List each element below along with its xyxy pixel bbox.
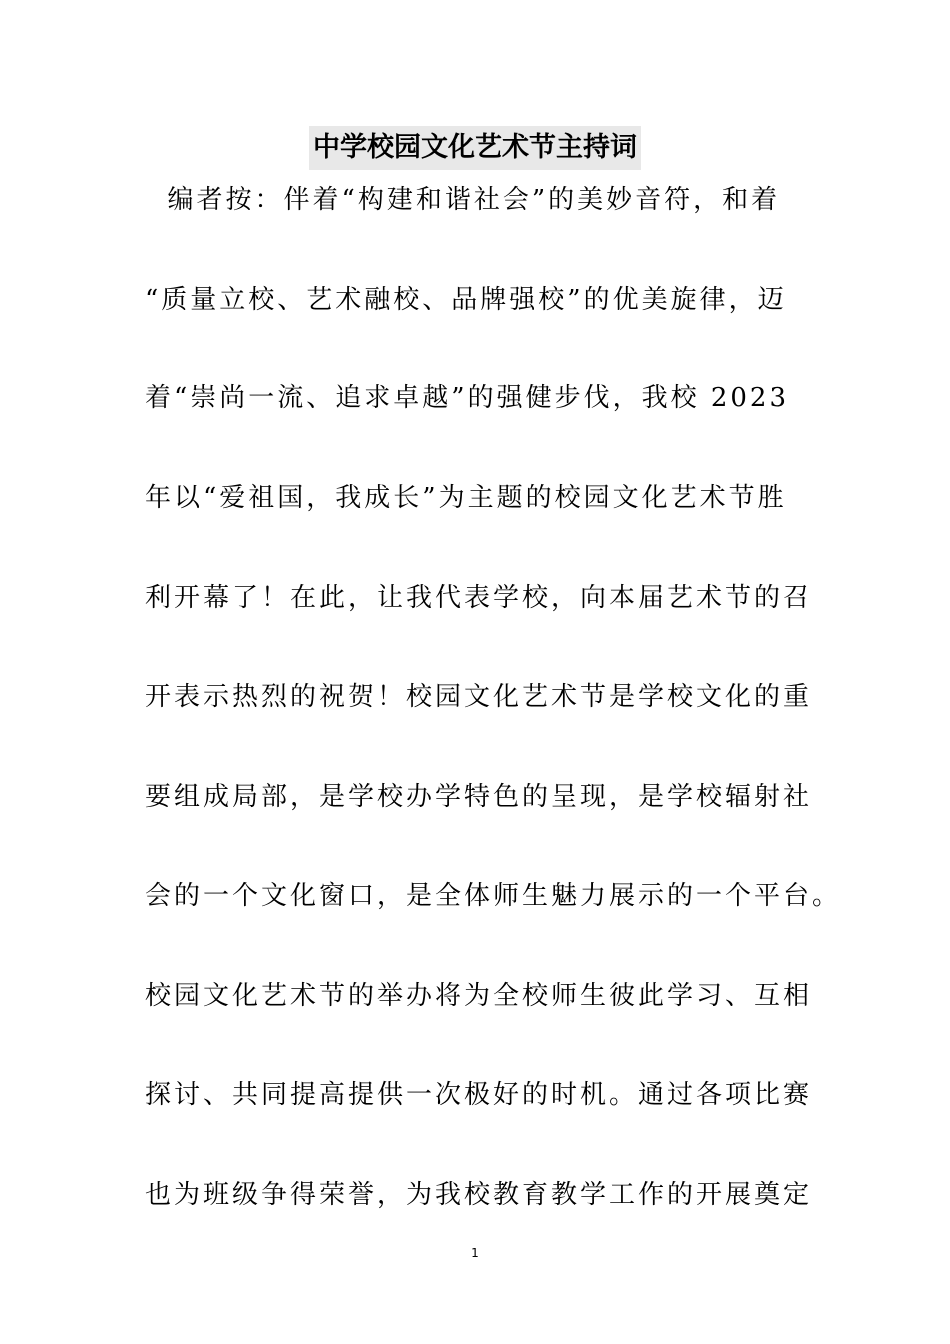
body-line: 年以“爱祖国，我成长”为主题的校园文化艺术节胜 (145, 483, 787, 513)
body-line: 着“崇尚一流、追求卓越”的强健步伐，我校 2023 (145, 383, 790, 413)
body-line: 开表示热烈的祝贺！校园文化艺术节是学校文化的重 (145, 682, 813, 712)
body-line: 利开幕了！在此，让我代表学校，向本届艺术节的召 (145, 583, 813, 613)
document-title-container (0, 126, 950, 173)
body-line: 要组成局部，是学校办学特色的呈现，是学校辐射社 (145, 782, 813, 812)
body-line: 校园文化艺术节的举办将为全校师生彼此学习、互相 (145, 981, 813, 1011)
page-number: 1 (471, 1246, 479, 1260)
body-line: 探讨、共同提高提供一次极好的时机。通过各项比赛 (145, 1080, 813, 1110)
body-line: “质量立校、艺术融校、品牌强校”的优美旋律，迈 (145, 285, 787, 315)
document-title: 中学校园文化艺术节主持词 (309, 126, 641, 170)
body-line: 编者按：伴着“构建和谐社会”的美妙音符，和着 (145, 185, 781, 215)
body-line: 会的一个文化窗口，是全体师生魅力展示的一个平台。 (145, 881, 842, 911)
body-line: 也为班级争得荣誉，为我校教育教学工作的开展奠定 (145, 1180, 813, 1210)
